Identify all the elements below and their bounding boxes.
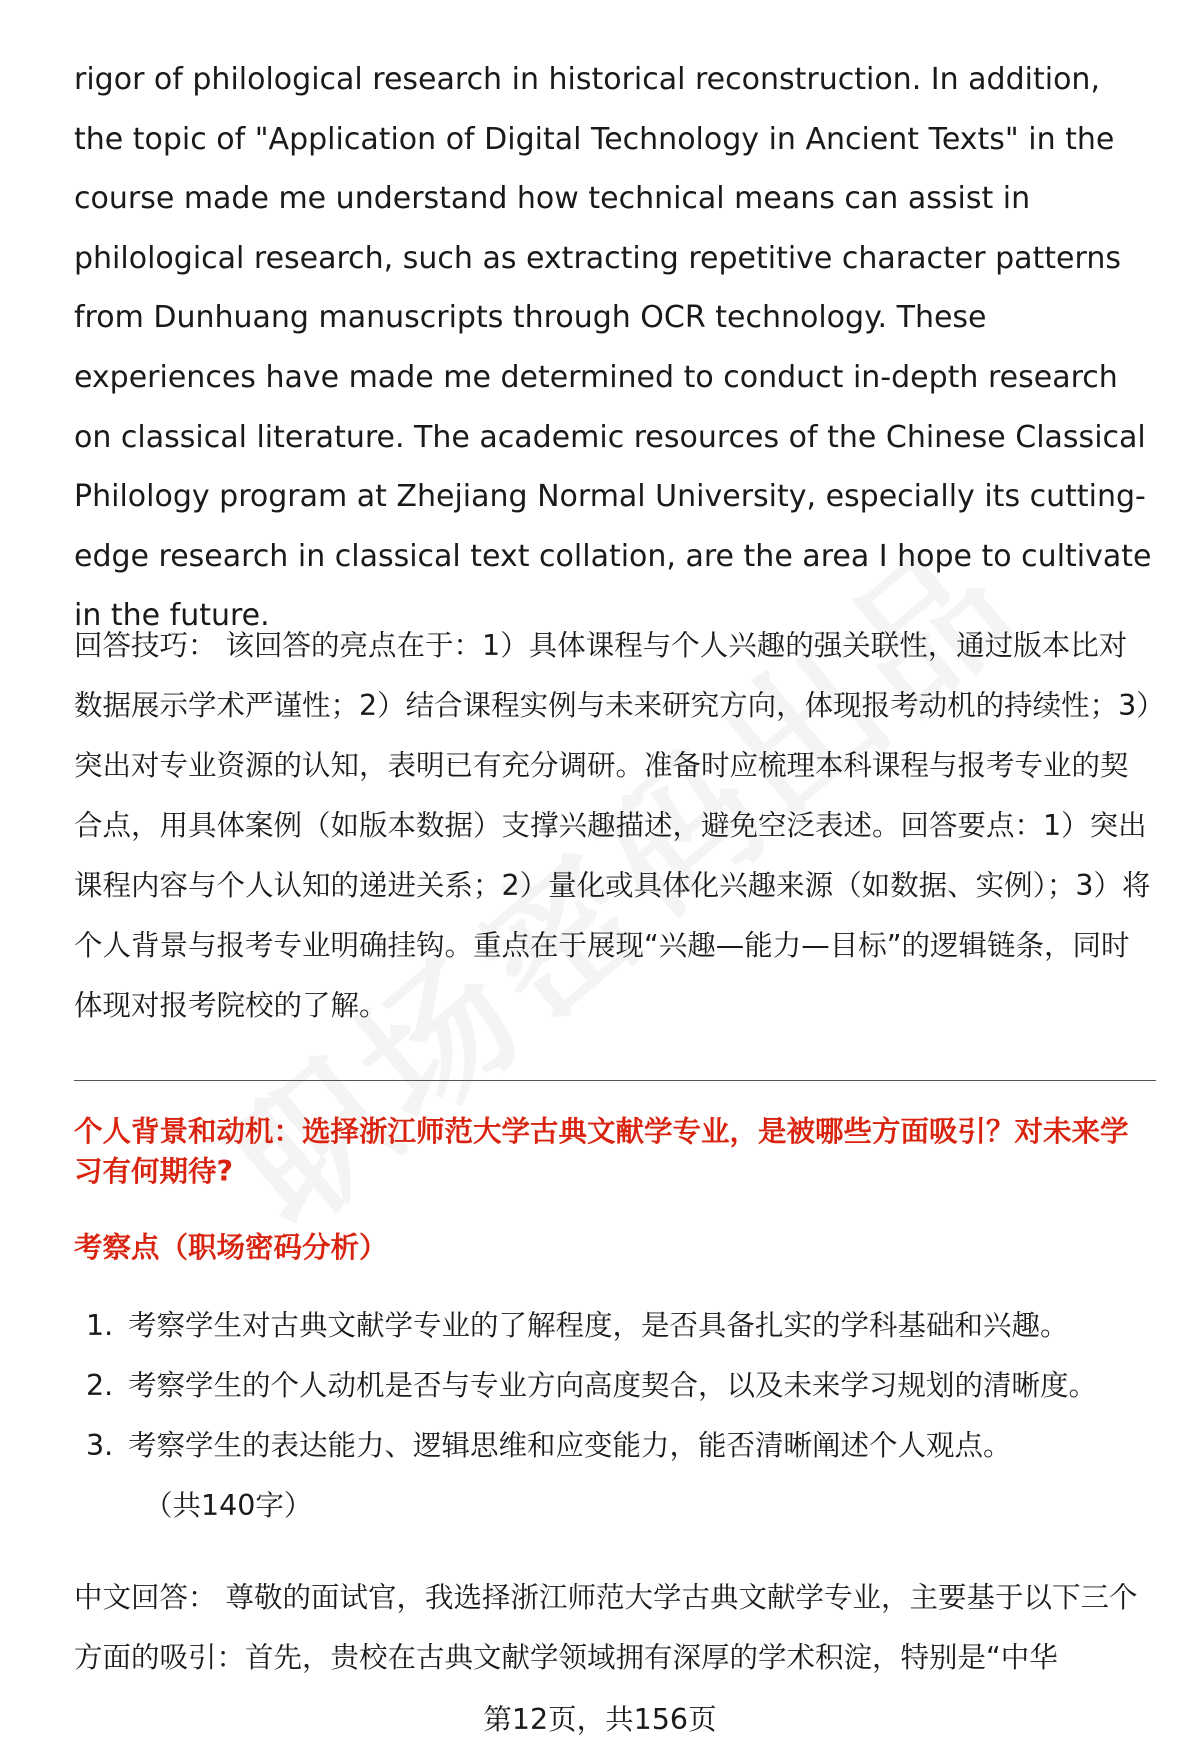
answer-tips-paragraph: 回答技巧： 该回答的亮点在于：1）具体课程与个人兴趣的强关联性，通过版本比对数据展示学术严谨性；2）结合课程实例与未来研究方向，体现报考动机的持续性；3）突出对专业资源的认知，表明已有充分调研。准备时应梳理本科课程与报考专业的契合点，用具体案例（如版本数据）支撑兴趣描述，避免空泛表述。回答要点：1）突出课程内容与个人认知的递进关系；2）量化或具体化兴趣来源（如数据、实例）；3）将个人背景与报考专业明确挂钩。重点在于展现“兴趣—能力—目标”的逻辑链条，同时体现对报考院校的了解。 xyxy=(74,629,1151,1022)
section-title: 考察点（职场密码分析） xyxy=(74,1231,388,1264)
english-answer-paragraph: rigor of philological research in historical reconstruction. In addition, the topic of "Application of Digital Technology in Ancient Texts" in the course made me understand how technical means can assist in philological research, such as extracting repetitive character patterns from Dunhuang manuscripts through OCR technology. These experiences have made me determined to conduct in-depth research on classical literature. The academic resources of the Chinese Classical Philology program at Zhejiang Normal University, especially its cutting-edge research in classical text collation, are the area I hope to cultivate in the future. xyxy=(74,62,1152,634)
list-item-text: 考察学生对古典文献学专业的了解程度，是否具备扎实的学科基础和兴趣。 xyxy=(128,1309,1069,1342)
list-number: 3. xyxy=(86,1429,114,1462)
list-item-text: 考察学生的个人动机是否与专业方向高度契合，以及未来学习规划的清晰度。 xyxy=(128,1369,1098,1402)
chinese-answer-paragraph: 中文回答： 尊敬的面试官，我选择浙江师范大学古典文献学专业，主要基于以下三个方面的吸引：首先，贵校在古典文献学领域拥有深厚的学术积淀，特别是“中华 xyxy=(74,1581,1138,1674)
list-item xyxy=(74,1416,1154,1476)
char-count: （共140字） xyxy=(144,1489,313,1522)
question-title: 个人背景和动机：选择浙江师范大学古典文献学专业，是被哪些方面吸引？对未来学习有何期待? xyxy=(74,1115,1129,1188)
list-number: 1. xyxy=(86,1309,114,1342)
list-number: 2. xyxy=(86,1369,114,1402)
section-divider xyxy=(74,1080,1156,1081)
page-footer: 第12页，共156页 xyxy=(483,1703,717,1736)
assessment-points-list xyxy=(74,1296,1154,1476)
list-item xyxy=(74,1296,1154,1356)
list-item xyxy=(74,1356,1154,1416)
list-item-text: 考察学生的表达能力、逻辑思维和应变能力，能否清晰阐述个人观点。 xyxy=(128,1429,1012,1462)
